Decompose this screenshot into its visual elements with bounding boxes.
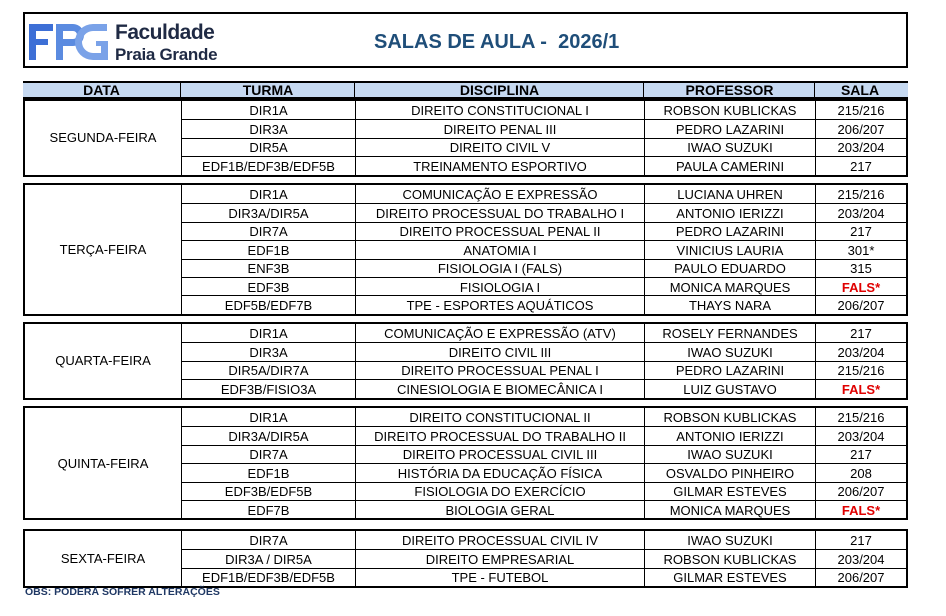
day-label: QUINTA-FEIRA <box>25 408 182 518</box>
disciplina-cell: DIREITO EMPRESARIAL <box>356 550 645 568</box>
sala-cell: FALS* <box>841 381 881 397</box>
sala-cell: 203/204 <box>837 552 885 568</box>
table-row <box>182 426 906 445</box>
disciplina-cell: COMUNICAÇÃO E EXPRESSÃO <box>356 185 645 203</box>
disciplina-cell: FISIOLOGIA I (FALS) <box>356 260 645 278</box>
disciplina-cell: FISIOLOGIA I <box>356 278 645 296</box>
sala-cell: 215/216 <box>837 186 885 202</box>
turma-cell: DIR1A <box>182 324 356 342</box>
table-row <box>182 463 906 482</box>
turma-cell: EDF3B/EDF5B <box>182 483 356 501</box>
table-row <box>182 185 906 203</box>
sala-cell: 217 <box>850 224 872 240</box>
turma-cell: EDF3B <box>182 278 356 296</box>
disciplina-cell: TPE - ESPORTES AQUÁTICOS <box>356 296 645 314</box>
professor-cell: IWAO SUZUKI <box>645 446 816 464</box>
sala-cell: 315 <box>850 261 872 277</box>
professor-cell: PAULA CAMERINI <box>645 157 816 175</box>
professor-cell: ANTONIO IERIZZI <box>645 427 816 445</box>
professor-cell: ROBSON KUBLICKAS <box>645 101 816 119</box>
professor-cell: PEDRO LAZARINI <box>645 120 816 138</box>
professor-cell: MONICA MARQUES <box>645 501 816 519</box>
disciplina-cell: ANATOMIA I <box>356 241 645 259</box>
day-label: QUARTA-FEIRA <box>25 324 182 398</box>
sala-cell: 215/216 <box>837 409 885 425</box>
professor-cell: ROBSON KUBLICKAS <box>645 550 816 568</box>
turma-cell: DIR3A/DIR5A <box>182 204 356 222</box>
page-title: SALAS DE AULA - 2026/1 <box>374 31 620 53</box>
footer-note: OBS: PODERÁ SOFRER ALTERAÇÕES <box>25 586 220 598</box>
turma-cell: DIR1A <box>182 101 356 119</box>
disciplina-cell: TREINAMENTO ESPORTIVO <box>356 157 645 175</box>
turma-cell: DIR1A <box>182 185 356 203</box>
table-row <box>182 259 906 278</box>
professor-cell: GILMAR ESTEVES <box>645 569 816 587</box>
day-group <box>23 99 908 177</box>
turma-cell: DIR1A <box>182 408 356 426</box>
professor-cell: LUIZ GUSTAVO <box>645 380 816 398</box>
col-header-data: DATA <box>83 82 120 98</box>
table-row <box>182 568 906 587</box>
day-label: SEGUNDA-FEIRA <box>25 101 182 175</box>
turma-cell: DIR3A/DIR5A <box>182 427 356 445</box>
professor-cell: LUCIANA UHREN <box>645 185 816 203</box>
col-header-professor: PROFESSOR <box>643 83 815 97</box>
disciplina-cell: TPE - FUTEBOL <box>356 569 645 587</box>
day-group <box>23 183 908 316</box>
sala-cell: 217 <box>850 325 872 341</box>
table-row <box>182 531 906 549</box>
turma-cell: DIR3A <box>182 120 356 138</box>
table-row <box>182 408 906 426</box>
turma-cell: DIR7A <box>182 223 356 241</box>
table-row <box>182 156 906 175</box>
disciplina-cell: DIREITO PROCESSUAL PENAL I <box>356 362 645 380</box>
table-row <box>182 445 906 464</box>
disciplina-cell: HISTÓRIA DA EDUCAÇÃO FÍSICA <box>356 464 645 482</box>
disciplina-cell: BIOLOGIA GERAL <box>356 501 645 519</box>
sala-cell: 217 <box>850 158 872 174</box>
table-row <box>182 101 906 119</box>
col-header-turma: TURMA <box>180 83 355 97</box>
table-row <box>182 203 906 222</box>
professor-cell: IWAO SUZUKI <box>645 531 816 549</box>
professor-cell: PAULO EDUARDO <box>645 260 816 278</box>
disciplina-cell: DIREITO PROCESSUAL CIVIL III <box>356 446 645 464</box>
turma-cell: EDF7B <box>182 501 356 519</box>
table-row <box>182 240 906 259</box>
sala-cell: 206/207 <box>837 570 885 586</box>
professor-cell: MONICA MARQUES <box>645 278 816 296</box>
logo-line2: Praia Grande <box>115 45 218 64</box>
sala-cell: 206/207 <box>837 298 885 314</box>
turma-cell: EDF1B/EDF3B/EDF5B <box>182 569 356 587</box>
professor-cell: PEDRO LAZARINI <box>645 362 816 380</box>
professor-cell: ROSELY FERNANDES <box>645 324 816 342</box>
logo <box>29 18 229 66</box>
professor-cell: ANTONIO IERIZZI <box>645 204 816 222</box>
disciplina-cell: DIREITO PROCESSUAL DO TRABALHO I <box>356 204 645 222</box>
table-row <box>182 342 906 361</box>
disciplina-cell: DIREITO CIVIL III <box>356 343 645 361</box>
disciplina-cell: CINESIOLOGIA E BIOMECÂNICA I <box>356 380 645 398</box>
turma-cell: EDF1B <box>182 241 356 259</box>
table-row <box>182 379 906 398</box>
col-header-disciplina: DISCIPLINA <box>354 83 644 97</box>
table-row <box>182 119 906 138</box>
professor-cell: IWAO SUZUKI <box>645 139 816 157</box>
page-header <box>23 12 908 68</box>
table-row <box>182 295 906 314</box>
professor-cell: GILMAR ESTEVES <box>645 483 816 501</box>
table-row <box>182 482 906 501</box>
turma-cell: EDF3B/FISIO3A <box>182 380 356 398</box>
sala-cell: 203/204 <box>837 140 885 156</box>
table-row <box>182 361 906 380</box>
table-row <box>182 549 906 568</box>
disciplina-cell: DIREITO PROCESSUAL DO TRABALHO II <box>356 427 645 445</box>
sala-cell: 217 <box>850 532 872 548</box>
professor-cell: VINICIUS LAURIA <box>645 241 816 259</box>
sala-cell: 217 <box>850 447 872 463</box>
day-group <box>23 322 908 400</box>
day-group <box>23 529 908 588</box>
professor-cell: IWAO SUZUKI <box>645 343 816 361</box>
disciplina-cell: DIREITO CIVIL V <box>356 139 645 157</box>
sala-cell: 208 <box>850 465 872 481</box>
turma-cell: DIR5A/DIR7A <box>182 362 356 380</box>
sala-cell: 203/204 <box>837 429 885 445</box>
day-label: TERÇA-FEIRA <box>25 185 182 314</box>
table-header <box>23 81 908 99</box>
table-row <box>182 324 906 342</box>
sala-cell: 215/216 <box>837 363 885 379</box>
professor-cell: THAYS NARA <box>645 296 816 314</box>
logo-line1: Faculdade <box>115 21 215 44</box>
disciplina-cell: DIREITO PROCESSUAL CIVIL IV <box>356 531 645 549</box>
turma-cell: DIR7A <box>182 531 356 549</box>
sala-cell: 206/207 <box>837 122 885 138</box>
sala-cell: 301* <box>847 242 875 258</box>
turma-cell: EDF1B/EDF3B/EDF5B <box>182 157 356 175</box>
sala-cell: 215/216 <box>837 102 885 118</box>
turma-cell: EDF1B <box>182 464 356 482</box>
col-header-sala: SALA <box>814 83 905 97</box>
day-label: SEXTA-FEIRA <box>25 531 182 586</box>
disciplina-cell: DIREITO PROCESSUAL PENAL II <box>356 223 645 241</box>
fpg-logo-icon <box>29 22 111 62</box>
sala-cell: FALS* <box>841 279 881 295</box>
turma-cell: EDF5B/EDF7B <box>182 296 356 314</box>
turma-cell: ENF3B <box>182 260 356 278</box>
table-row <box>182 500 906 519</box>
sala-cell: 203/204 <box>837 206 885 222</box>
turma-cell: DIR3A / DIR5A <box>182 550 356 568</box>
turma-cell: DIR7A <box>182 446 356 464</box>
turma-cell: DIR5A <box>182 139 356 157</box>
sala-cell: FALS* <box>841 502 881 518</box>
table-row <box>182 222 906 241</box>
turma-cell: DIR3A <box>182 343 356 361</box>
professor-cell: OSVALDO PINHEIRO <box>645 464 816 482</box>
table-row <box>182 277 906 296</box>
professor-cell: PEDRO LAZARINI <box>645 223 816 241</box>
professor-cell: ROBSON KUBLICKAS <box>645 408 816 426</box>
disciplina-cell: DIREITO PENAL III <box>356 120 645 138</box>
day-group <box>23 406 908 520</box>
disciplina-cell: FISIOLOGIA DO EXERCÍCIO <box>356 483 645 501</box>
disciplina-cell: COMUNICAÇÃO E EXPRESSÃO (ATV) <box>356 324 645 342</box>
table-row <box>182 138 906 157</box>
sala-cell: 206/207 <box>837 484 885 500</box>
sala-cell: 203/204 <box>837 345 885 361</box>
disciplina-cell: DIREITO CONSTITUCIONAL I <box>356 101 645 119</box>
disciplina-cell: DIREITO CONSTITUCIONAL II <box>356 408 645 426</box>
